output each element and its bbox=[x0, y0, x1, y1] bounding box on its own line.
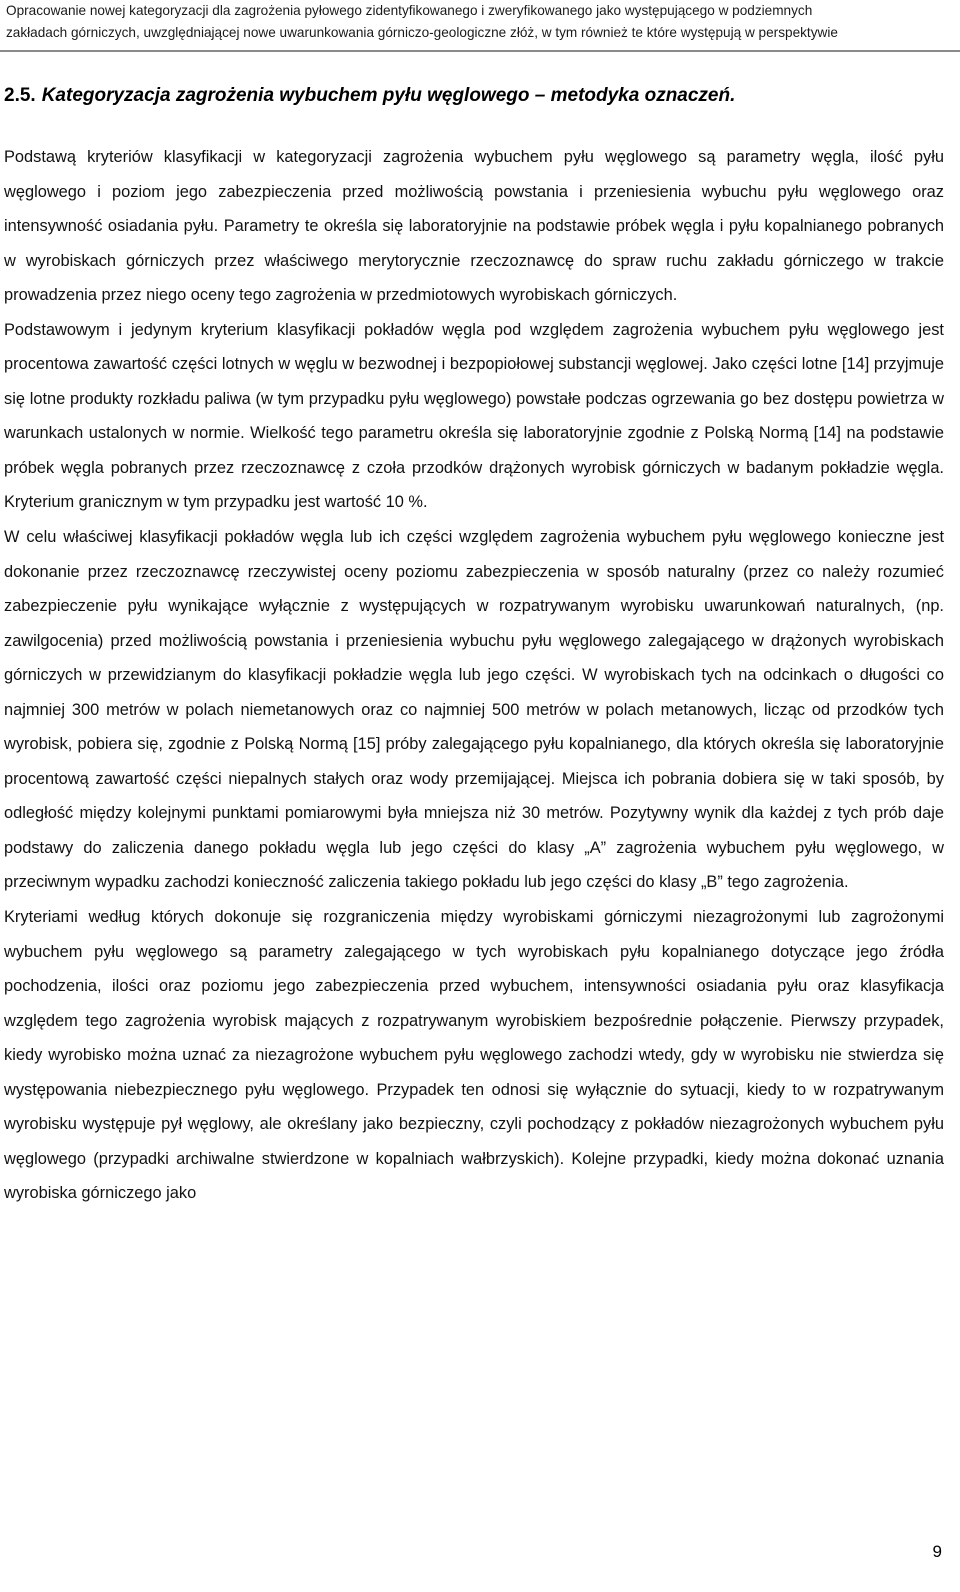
paragraph: Podstawą kryteriów klasyfikacji w kategoryzacji zagrożenia wybuchem pyłu węglowego są parametry węgla, ilość pyłu węglowego i poziom jego zabezpieczenia przed możliwością powstania i przeniesienia wybuchu pyłu węglowego oraz intensywność osiadania pyłu. Parametry te określa się laboratoryjnie na podstawie próbek węgla i pyłu kopalnianego pobranych w wyrobiskach górniczych przez właściwego merytorycznie rzeczoznawcę do spraw ruchu zakładu górniczego w trakcie prowadzenia przez niego oceny tego zagrożenia w przedmiotowych wyrobiskach górniczych. bbox=[4, 148, 944, 305]
header-divider bbox=[0, 50, 960, 52]
paragraph: Kryteriami według których dokonuje się rozgraniczenia między wyrobiskami górniczymi niezagrożonymi lub zagrożonymi wybuchem pyłu węglowego są parametry zalegającego w tych wyrobiskach pyłu kopalnianego dotyczące jego źródła pochodzenia, ilości oraz poziomu jego zabezpieczenia przed wybuchem, intensywności osiadania pyłu oraz klasyfikacja względem tego zagrożenia wyrobisk mających z rozpatrywanym wyrobiskiem bezpośrednie połączenie. Pierwszy przypadek, kiedy wyrobisko można uznać za niezagrożone wybuchem pyłu węglowego zachodzi wtedy, gdy w wyrobisku nie stwierdza się występowania niebezpiecznego pyłu węglowego. Przypadek ten odnosi się wyłącznie do sytuacji, kiedy to w rozpatrywanym wyrobisku występuje pył węglowy, ale określany jako bezpieczny, czyli pochodzący z pokładów niezagrożonych wybuchem pyłu węglowego (przypadki archiwalne stwierdzone w kopalniach wałbrzyskich). Kolejne przypadki, kiedy można dokonać uznania wyrobiska górniczego jako bbox=[4, 908, 944, 1203]
running-header-line-1: Opracowanie nowej kategoryzacji dla zagrożenia pyłowego zidentyfikowanego i zweryfikowanego jako występującego w podziemnych bbox=[6, 3, 813, 18]
paragraph: Podstawowym i jedynym kryterium klasyfikacji pokładów węgla pod względem zagrożenia wybuchem pyłu węglowego jest procentowa zawartość części lotnych w węglu w bezwodnej i bezpopiołowej substancji węglowej. Jako części lotne [14] przyjmuje się lotne produkty rozkładu paliwa (w tym przypadku pyłu węglowego) powstałe podczas ogrzewania go bez dostępu powietrza w warunkach ustalonych w normie. Wielkość tego parametru określa się laboratoryjnie zgodnie z Polską Normą [14] na podstawie próbek węgla pobranych przez rzeczoznawcę z czoła przodków drążonych wyrobisk górniczych w badanym pokładzie węgla. Kryterium granicznym w tym przypadku jest wartość 10 %. bbox=[4, 320, 944, 512]
section-title: Kategoryzacja zagrożenia wybuchem pyłu węglowego – metodyka oznaczeń. bbox=[41, 85, 736, 106]
section-number: 2.5. bbox=[4, 85, 36, 106]
paragraph: W celu właściwej klasyfikacji pokładów węgla lub ich części względem zagrożenia wybuchem pyłu węglowego konieczne jest dokonanie przez rzeczoznawcę rzeczywistej oceny poziomu zabezpieczenia w sposób naturalny (przez co należy rozumieć zabezpieczenie pyłu wynikające wyłącznie z występujących w rozpatrywanym wyrobisku uwarunkowań naturalnych, (np. zawilgocenia) przed możliwością powstania i przeniesienia wybuchu pyłu węglowego zalegającego w drążonych wyrobiskach górniczych w przewidzianym do klasyfikacji pokładzie węgla lub jego części. W wyrobiskach tych na odcinkach o długości co najmniej 300 metrów w polach niemetanowych oraz co najmniej 500 metrów w polach metanowych, licząc od przodków tych wyrobisk, pobiera się, zgodnie z Polską Normą [15] próby zalegającego pyłu kopalnianego, dla których określa się laboratoryjnie procentową zawartość części niepalnych stałych oraz wody przemijającej. Miejsca ich pobrania dobiera się w taki sposób, by odległość między kolejnymi punktami pomiarowymi była mniejsza niż 30 metrów. Pozytywny wynik dla każdej z tych prób daje podstawy do zaliczenia danego pokładu węgla lub jego części do klasy „A” zagrożenia wybuchem pyłu węglowego, w przeciwnym wypadku zachodzi konieczność zaliczenia takiego pokładu lub jego części do klasy „B” tego zagrożenia. bbox=[4, 528, 944, 892]
body-text bbox=[4, 140, 944, 1211]
running-header-line-2: zakładach górniczych, uwzględniającej nowe uwarunkowania górniczo-geologiczne złóż, w tym również te które występują w perspektywie bbox=[6, 25, 838, 40]
running-header bbox=[0, 0, 960, 46]
page-number: 9 bbox=[932, 1542, 942, 1561]
section-heading bbox=[4, 82, 954, 110]
